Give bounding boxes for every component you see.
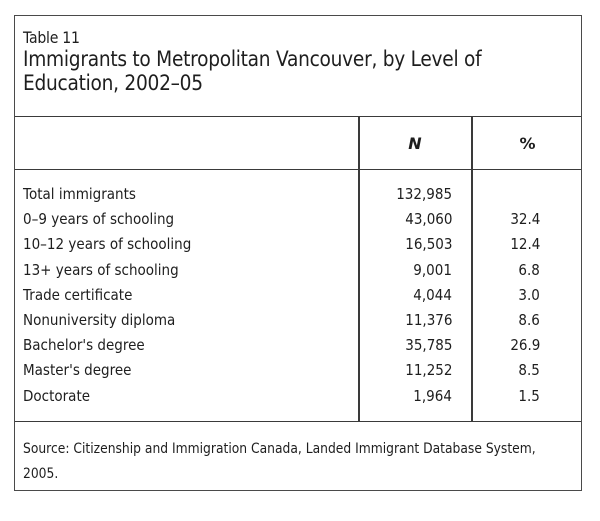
row-percent-value: 1.5: [518, 386, 540, 405]
row-percent-value: 6.8: [518, 260, 540, 279]
table-row: [15, 358, 581, 383]
row-n-value: 43,060: [404, 210, 452, 229]
row-label: Trade certificate: [23, 285, 133, 304]
row-n-value: 132,985: [396, 185, 452, 203]
data-table: [14, 15, 582, 491]
column-header-percent: %: [519, 134, 536, 153]
row-percent-value: 12.4: [509, 235, 540, 254]
table-body: [15, 182, 581, 409]
row-n-value: 11,376: [404, 310, 452, 329]
row-n-value: 16,503: [404, 235, 452, 254]
table-row: [15, 182, 581, 207]
table-row: [15, 283, 581, 308]
row-label: Master's degree: [23, 361, 132, 380]
row-n-value: 1,964: [413, 386, 452, 405]
row-percent-value: 3.0: [518, 285, 540, 304]
table-caption: [15, 16, 581, 117]
row-n-value: 4,044: [413, 285, 452, 304]
row-label: 0–9 years of schooling: [23, 210, 175, 229]
row-label: Bachelor's degree: [23, 336, 145, 355]
row-label: 13+ years of schooling: [23, 260, 179, 279]
table-row: [15, 333, 581, 358]
table-header-row: [15, 117, 581, 170]
row-percent-value: 32.4: [509, 210, 540, 229]
row-label: Total immigrants: [23, 185, 136, 203]
table-number: Table 11: [23, 28, 80, 47]
row-n-value: 35,785: [404, 336, 452, 355]
table-row: [15, 384, 581, 409]
table-title: Immigrants to Metropolitan Vancouver, by Level of Education, 2002–05: [23, 47, 482, 95]
table-source-note: [15, 421, 581, 491]
row-percent-value: 26.9: [509, 336, 540, 355]
row-n-value: 9,001: [413, 260, 452, 279]
row-n-value: 11,252: [404, 361, 452, 380]
row-label: Nonuniversity diploma: [23, 310, 176, 329]
row-percent-value: 8.5: [518, 361, 540, 380]
row-label: Doctorate: [23, 386, 91, 405]
table-row: [15, 258, 581, 283]
source-text: Source: Citizenship and Immigration Canada, Landed Immigrant Database System, 2005.: [23, 441, 536, 482]
table-row: [15, 308, 581, 333]
row-label: 10–12 years of schooling: [23, 235, 192, 254]
column-header-n: N: [408, 134, 422, 153]
table-row: [15, 207, 581, 232]
row-percent-value: 8.6: [518, 310, 540, 329]
table-row: [15, 232, 581, 257]
